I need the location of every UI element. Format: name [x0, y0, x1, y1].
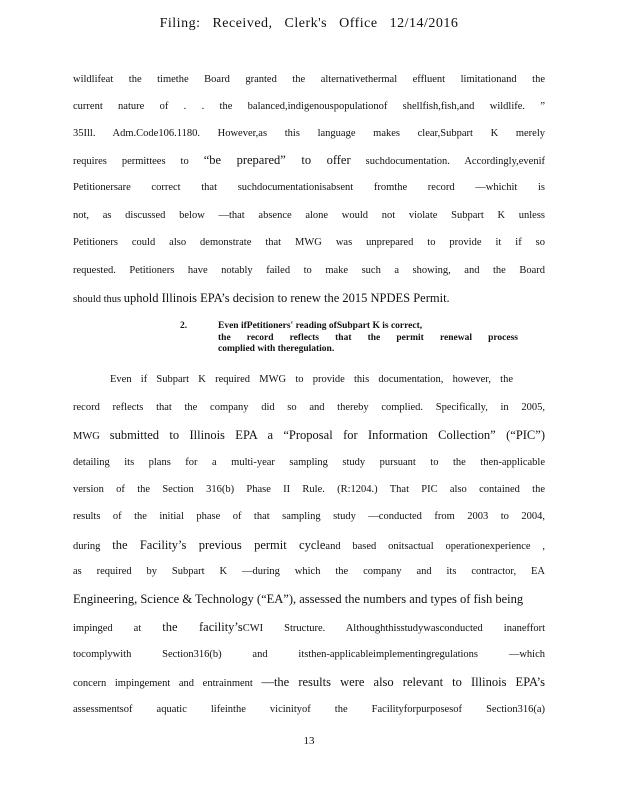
body-line: Engineering, Science & Technology (“EA”), assessed the numbers and types of fish being — [73, 592, 524, 606]
body-line: requires permittees to “be prepared” to offer suchdocumentation. Accordingly,evenif — [73, 153, 545, 167]
body-line: as required by Subpart K —during which the company and its contractor, EA — [73, 566, 545, 577]
heading-line: complied with theregulation. — [218, 344, 335, 354]
body-line: Petitioners could also demonstrate that MWG was unprepared to provide it if so — [73, 237, 545, 248]
body-line: should thus uphold Illinois EPA’s decision to renew the 2015 NPDES Permit. — [73, 291, 450, 305]
section-number: 2. — [180, 321, 188, 331]
body-line: impinged at the facility’sCWI Structure. Althoughthisstudywasconducted inaneffort — [73, 620, 545, 634]
body-line: Petitionersare correct that suchdocumentationisabsent fromthe record —whichit is — [73, 182, 545, 193]
heading-line: the record reflects that the permit renewal process — [218, 332, 518, 343]
body-line: concern impingement and entrainment —the results were also relevant to Illinois EPA’s — [73, 675, 545, 689]
filing-header: Filing: Received, Clerk's Office 12/14/2016 — [159, 16, 459, 31]
body-line: current nature of . . the balanced,indigenouspopulationof shellfish,fish,and wildlife. ” — [73, 101, 545, 112]
body-line: during the Facility’s previous permit cycleand based onitsactual operationexperience , — [73, 538, 546, 552]
body-line: record reflects that the company did so and thereby complied. Specifically, in 2005, — [73, 402, 545, 413]
heading-line: Even ifPetitioners' reading ofSubpart K is correct, — [218, 321, 423, 331]
body-line: MWG submitted to Illinois EPA a “Proposal for Information Collection” (“PIC”) — [73, 428, 545, 442]
body-line: Even if Subpart K required MWG to provide this documentation, however, the — [110, 374, 513, 385]
body-line: version of the Section 316(b) Phase II Rule. (R:1204.) That PIC also contained the — [73, 484, 545, 495]
body-line: wildlifeat the timethe Board granted the alternativethermal effluent limitationand the — [73, 74, 545, 85]
body-line: tocomplywith Section316(b) and itsthen-applicableimplementingregulations —which — [73, 649, 545, 660]
body-line: results of the initial phase of that sampling study —conducted from 2003 to 2004, — [73, 511, 545, 522]
body-line: 35Ill. Adm.Code106.1180. However,as this language makes clear,Subpart K merely — [73, 128, 545, 139]
body-line: assessmentsof aquatic lifeinthe vicinityof the Facilityforpurposesof Section316(a) — [73, 704, 545, 715]
body-line: not, as discussed below —that absence alone would not violate Subpart K unless — [73, 210, 545, 221]
body-line: requested. Petitioners have notably failed to make such a showing, and the Board — [73, 265, 545, 276]
body-line: detailing its plans for a multi-year sampling study pursuant to the then-applicable — [73, 457, 545, 468]
page-number: 13 — [303, 735, 315, 747]
